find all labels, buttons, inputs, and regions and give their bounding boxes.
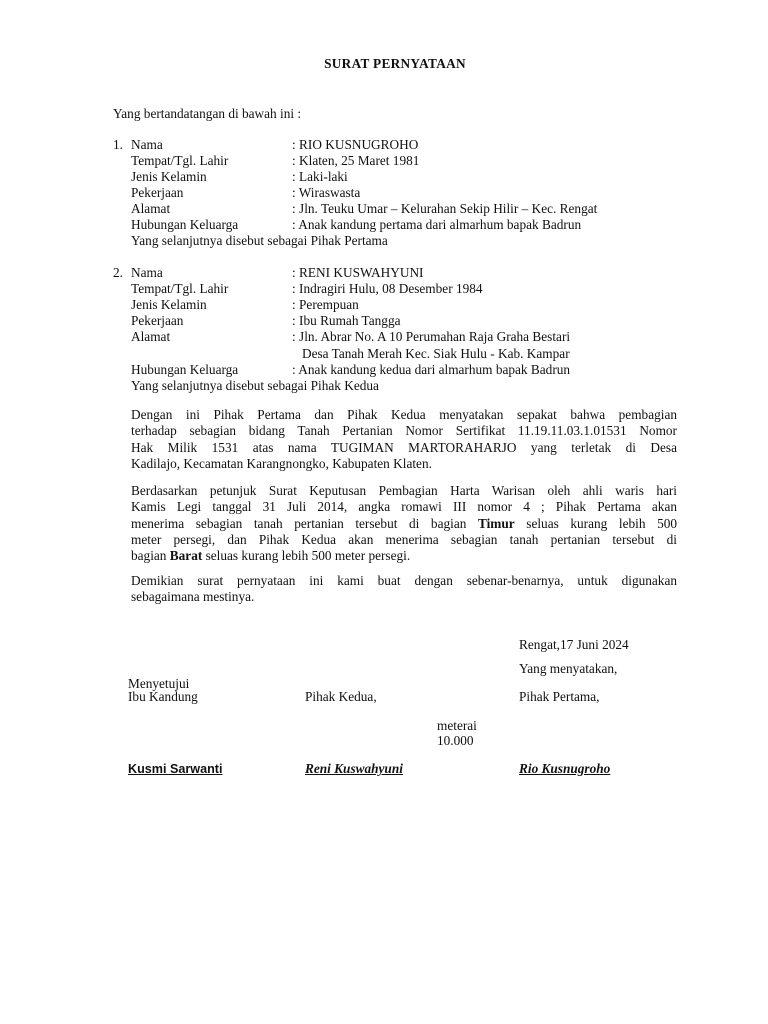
approve-label: Menyetujui bbox=[128, 676, 190, 691]
party-2-value-relation: : Anak kandung kedua dari almarhum bapak Badrun bbox=[292, 362, 571, 377]
basis-line bbox=[131, 516, 677, 532]
agreement-paragraph bbox=[131, 407, 677, 472]
party-1-closing: Yang selanjutnya disebut sebagai Pihak Pertama bbox=[131, 233, 388, 248]
stamp-value: 10.000 bbox=[437, 733, 474, 748]
mother-label: Ibu Kandung bbox=[128, 689, 198, 704]
party-2-label-gender: Jenis Kelamin bbox=[131, 297, 207, 312]
signature-first-party: Rio Kusnugroho bbox=[519, 761, 611, 776]
party-2-value-job: : Ibu Rumah Tangga bbox=[292, 313, 401, 328]
signature-mother: Kusmi Sarwanti bbox=[128, 762, 223, 776]
party-1-label-relation: Hubungan Keluarga bbox=[131, 217, 239, 232]
party-1-value-birth: : Klaten, 25 Maret 1981 bbox=[292, 153, 420, 168]
basis-line: meter persegi, dan Pihak Kedua akan menerima sebagian tanah pertanian tersebut di bbox=[131, 531, 677, 547]
party-2-number: 2. bbox=[113, 265, 123, 280]
direction-west: Barat bbox=[169, 548, 203, 564]
closing-line: sebagaimana mestinya. bbox=[131, 589, 255, 605]
first-party-label: Pihak Pertama, bbox=[519, 689, 600, 704]
closing-line: Demikian surat pernyataan ini kami buat dengan sebenar-benarnya, untuk digunakan bbox=[131, 573, 677, 588]
closing-paragraph bbox=[131, 573, 677, 606]
agreement-line: Hak Milik 1531 atas nama TUGIMAN MARTORAHARJO yang terletak di Desa bbox=[131, 439, 677, 455]
basis-line5-start: bagian bbox=[131, 548, 170, 564]
party-1-value-gender: : Laki-laki bbox=[292, 169, 348, 184]
direction-east: Timur bbox=[477, 515, 515, 531]
place-date: Rengat,17 Juni 2024 bbox=[519, 637, 629, 652]
party-1-label-job: Pekerjaan bbox=[131, 185, 184, 200]
party-2-value-address-line2: Desa Tanah Merah Kec. Siak Hulu - Kab. Kampar bbox=[302, 346, 570, 361]
party-2-label-birth: Tempat/Tgl. Lahir bbox=[131, 281, 229, 296]
party-2-label-job: Pekerjaan bbox=[131, 313, 184, 328]
basis-line5-end: seluas kurang lebih 500 meter persegi. bbox=[202, 548, 411, 564]
document-title: SURAT PERNYATAAN bbox=[324, 56, 466, 71]
party-1-value-name: : RIO KUSNUGROHO bbox=[292, 137, 419, 152]
party-2-value-address: : Jln. Abrar No. A 10 Perumahan Raja Graha Bestari bbox=[292, 329, 571, 344]
party-1-label-gender: Jenis Kelamin bbox=[131, 169, 207, 184]
intro-text: Yang bertandatangan di bawah ini : bbox=[113, 106, 302, 121]
basis-line: Kamis Legi tanggal 31 Juli 2014, angka romawi III nomor 4 ; Pihak Pertama akan bbox=[131, 499, 677, 515]
basis-line3-start: menerima sebagian tanah pertanian tersebut di bagian bbox=[131, 515, 478, 531]
party-1-label-name: Nama bbox=[131, 137, 163, 152]
second-party-label: Pihak Kedua, bbox=[305, 689, 377, 704]
agreement-line: Dengan ini Pihak Pertama dan Pihak Kedua menyatakan sepakat bahwa pembagian bbox=[131, 407, 677, 422]
party-2-label-name: Nama bbox=[131, 265, 163, 280]
stamp-label: meterai bbox=[437, 718, 477, 733]
party-2-value-gender: : Perempuan bbox=[292, 297, 359, 312]
basis-paragraph bbox=[131, 483, 677, 564]
party-2-value-birth: : Indragiri Hulu, 08 Desember 1984 bbox=[292, 281, 483, 296]
declarer-label: Yang menyatakan, bbox=[519, 661, 618, 676]
basis-line: Berdasarkan petunjuk Surat Keputusan Pembagian Harta Warisan oleh ahli waris hari bbox=[131, 483, 677, 498]
party-1-value-relation: : Anak kandung pertama dari almarhum bapak Badrun bbox=[292, 217, 582, 232]
party-1-label-address: Alamat bbox=[131, 201, 171, 216]
party-1-value-job: : Wiraswasta bbox=[292, 185, 361, 200]
party-2-label-address: Alamat bbox=[131, 329, 171, 344]
basis-line3-end: seluas kurang lebih 500 bbox=[514, 515, 678, 531]
agreement-line: terhadap sebagian bidang Tanah Pertanian Nomor Sertifikat 11.19.11.03.1.01531 Nomor bbox=[131, 423, 677, 439]
party-2-label-relation: Hubungan Keluarga bbox=[131, 362, 239, 377]
party-1-number: 1. bbox=[113, 137, 123, 152]
basis-line bbox=[131, 548, 677, 564]
signature-second-party: Reni Kuswahyuni bbox=[305, 761, 403, 776]
party-1-label-birth: Tempat/Tgl. Lahir bbox=[131, 153, 229, 168]
agreement-line: Kadilajo, Kecamatan Karangnongko, Kabupaten Klaten. bbox=[131, 455, 432, 471]
party-1-value-address: : Jln. Teuku Umar – Kelurahan Sekip Hilir – Kec. Rengat bbox=[292, 201, 598, 216]
party-2-value-name: : RENI KUSWAHYUNI bbox=[292, 265, 424, 280]
party-2-closing: Yang selanjutnya disebut sebagai Pihak Kedua bbox=[131, 378, 379, 393]
